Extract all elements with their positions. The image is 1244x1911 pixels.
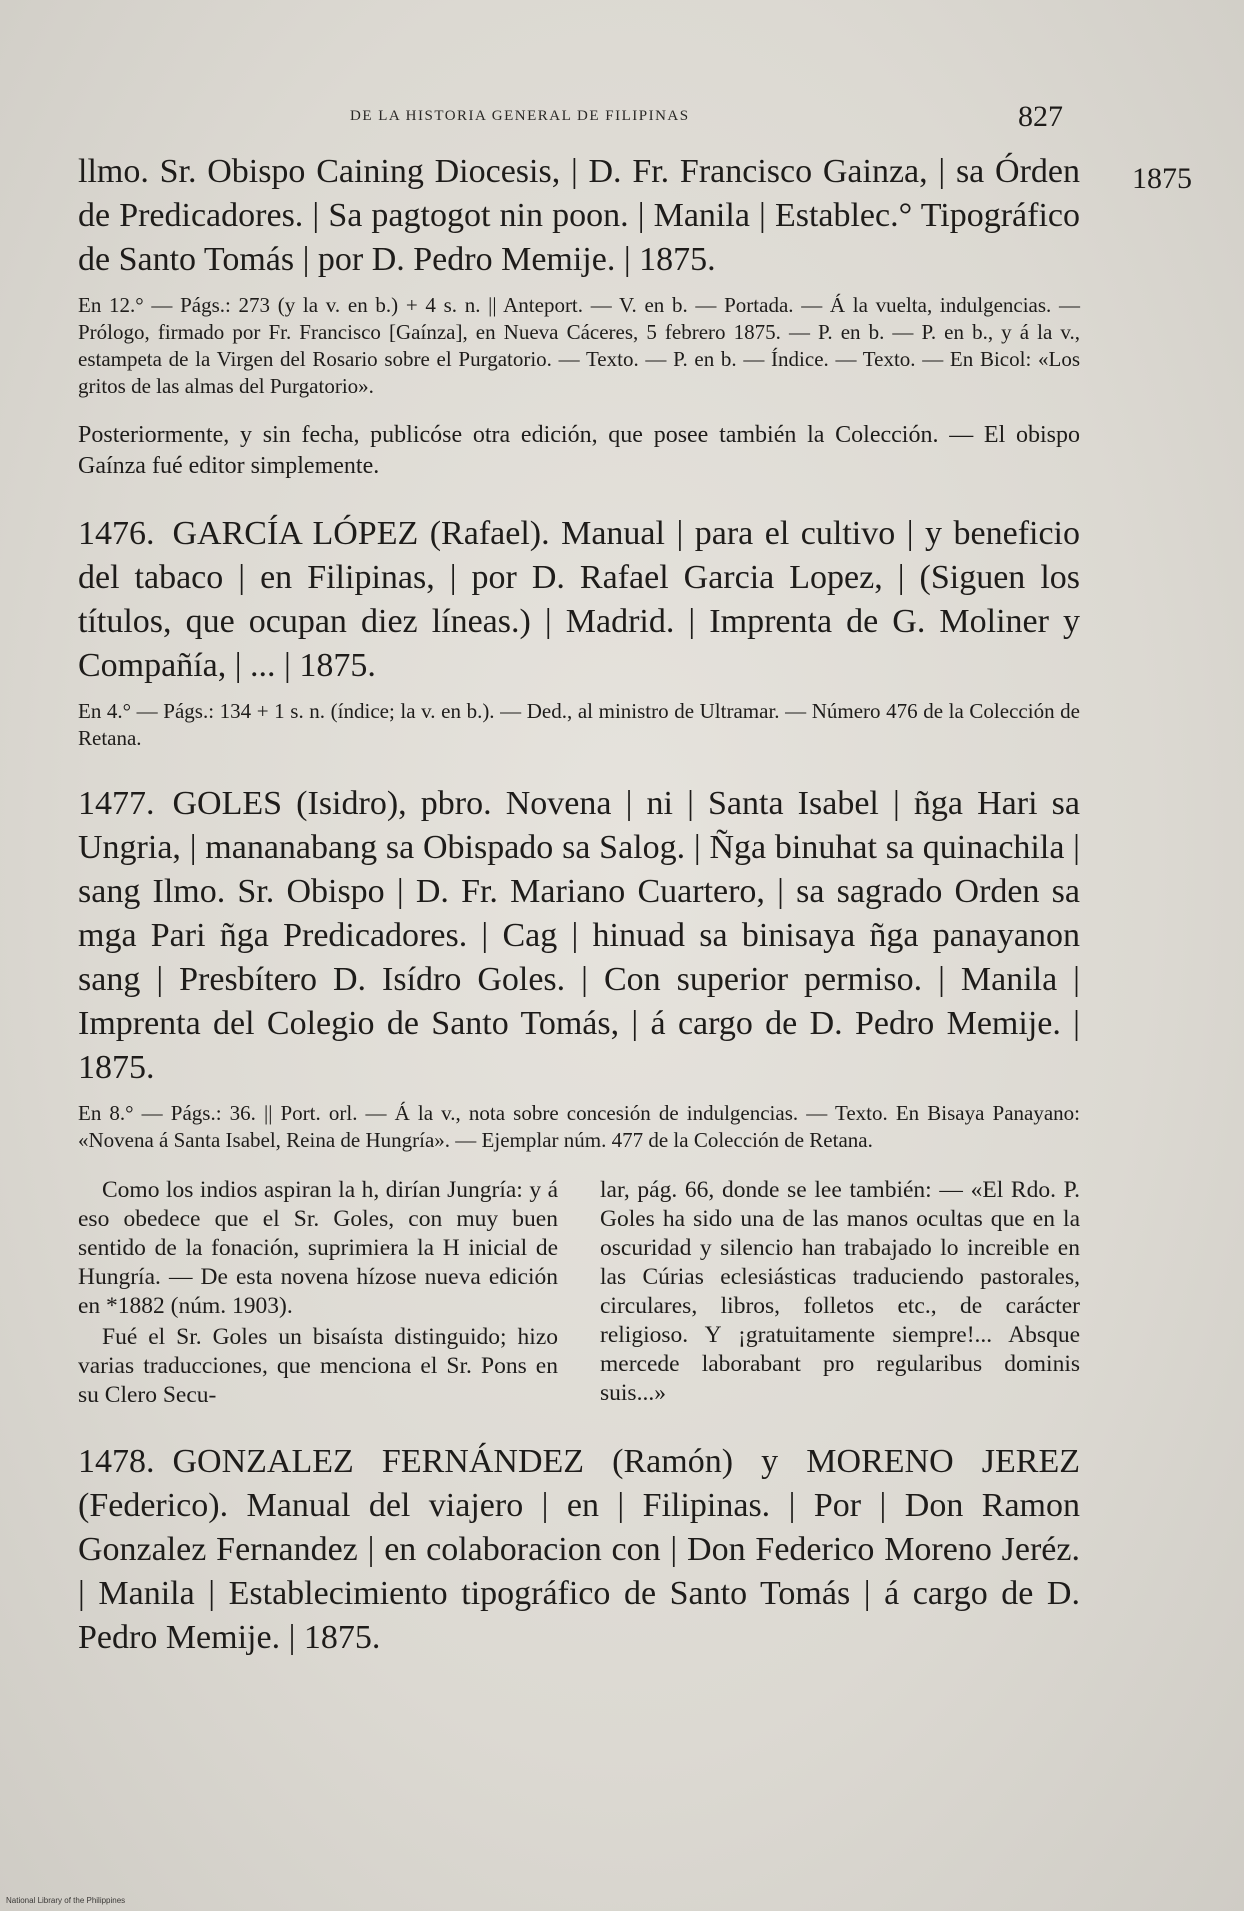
continued-collation: En 12.° — Págs.: 273 (y la v. en b.) + 4 s. n. || Anteport. — V. en b. — Portada. — Á la vuelta, indulgencias. — Prólogo, firmado por Fr. Francisco [Gaínza], en Nueva Cáceres, 5 febrero 1875. — P. en b. — P. en b., y á la v., estampeta de la Virgen del Rosario sobre el Purgatorio. — Texto. — P. en b. — Índice. — Texto. — En Bicol: «Los gritos de las almas del Purgatorio». xyxy=(78,293,1080,398)
entry-title-text: GONZALEZ FERNÁNDEZ (Ramón) y MORENO JEREZ (Federico). Manual del viajero | en | Filipinas. | Por | Don Ramon Gonzalez Fernandez | en colaboracion con | Don Federico Moreno Jeréz. | Manila | Establecimiento tipográfico de Santo Tomás | á cargo de D. Pedro Memije. | 1875. xyxy=(78,1443,1080,1656)
running-head: DE LA HISTORIA GENERAL DE FILIPINAS xyxy=(350,108,690,124)
entry-continuation xyxy=(78,150,1080,482)
note-paragraph: Como los indios aspiran la h, dirían Jungría: y á eso obedece que el Sr. Goles, con muy buen sentido de la fonación, suprimiera la H inicial de Hungría. — De esta novena hízose nueva edición en *1882 (núm. 1903). xyxy=(78,1177,558,1319)
entry-1477 xyxy=(78,782,1080,1410)
entry-title xyxy=(78,782,1080,1090)
note-column-right xyxy=(600,1176,1080,1410)
margin-year: 1875 xyxy=(1132,162,1192,195)
page-body xyxy=(78,150,1080,1660)
entry-title-text: GARCÍA LÓPEZ (Rafael). Manual | para el cultivo | y beneficio del tabaco | en Filipinas, | por D. Rafael Garcia Lopez, | (Siguen los títulos, que ocupan diez líneas.) | Madrid. | Imprenta de G. Moliner y Compañía, | ... | 1875. xyxy=(78,515,1080,684)
note-column-left xyxy=(78,1176,558,1410)
entry-notes xyxy=(78,1176,1080,1410)
continued-title: llmo. Sr. Obispo Caining Diocesis, | D. Fr. Francisco Gainza, | sa Órden de Predicadores. | Sa pagtogot nin poon. | Manila | Establec.° Tipográfico de Santo Tomás | por D. Pedro Memije. | 1875. xyxy=(78,153,1080,278)
entry-title xyxy=(78,512,1080,688)
entry-collation: En 8.° — Págs.: 36. || Port. orl. — Á la v., nota sobre concesión de indulgencias. — Texto. En Bisaya Panayano: «Novena á Santa Isabel, Reina de Hungría». — Ejemplar núm. 477 de la Colección de Retana. xyxy=(78,1101,1080,1152)
scan-credit: National Library of the Philippines xyxy=(6,1896,126,1905)
page-number: 827 xyxy=(1018,100,1063,133)
continued-note: Posteriormente, y sin fecha, publicóse otra edición, que posee también la Colección. — El obispo Gaínza fué editor simplemente. xyxy=(78,422,1080,479)
entry-title xyxy=(78,1440,1080,1660)
entry-number: 1478. xyxy=(78,1443,155,1480)
entry-1476 xyxy=(78,512,1080,752)
note-paragraph: Fué el Sr. Goles un bisaísta distinguido; hizo varias traducciones, que menciona el Sr. Pons en su Clero Secu- xyxy=(78,1324,558,1408)
entry-1478 xyxy=(78,1440,1080,1660)
note-paragraph: lar, pág. 66, donde se lee también: — «El Rdo. P. Goles ha sido una de las manos ocultas que en la oscuridad y silencio han trabajado lo increible en las Cúrias eclesiásticas traduciendo pastorales, circulares, libros, folletos etc., de carácter religioso. Y ¡gratuitamente siempre!... Absque mercede laborabant pro regularibus dominis suis...» xyxy=(600,1177,1080,1406)
entry-number: 1476. xyxy=(78,515,155,552)
entry-title-text: GOLES (Isidro), pbro. Novena | ni | Santa Isabel | ñga Hari sa Ungria, | mananabang sa Obispado sa Salog. | Ñga binuhat sa quinachila | sang Ilmo. Sr. Obispo | D. Fr. Mariano Cuartero, | sa sagrado Orden sa mga Pari ñga Predicadores. | Cag | hinuad sa binisaya ñga panayanon sang | Presbítero D. Isídro Goles. | Con superior permiso. | Manila | Imprenta del Colegio de Santo Tomás, | á cargo de D. Pedro Memije. | 1875. xyxy=(78,785,1080,1086)
entry-number: 1477. xyxy=(78,785,155,822)
entry-collation: En 4.° — Págs.: 134 + 1 s. n. (índice; la v. en b.). — Ded., al ministro de Ultramar. — Número 476 de la Colección de Retana. xyxy=(78,699,1080,750)
